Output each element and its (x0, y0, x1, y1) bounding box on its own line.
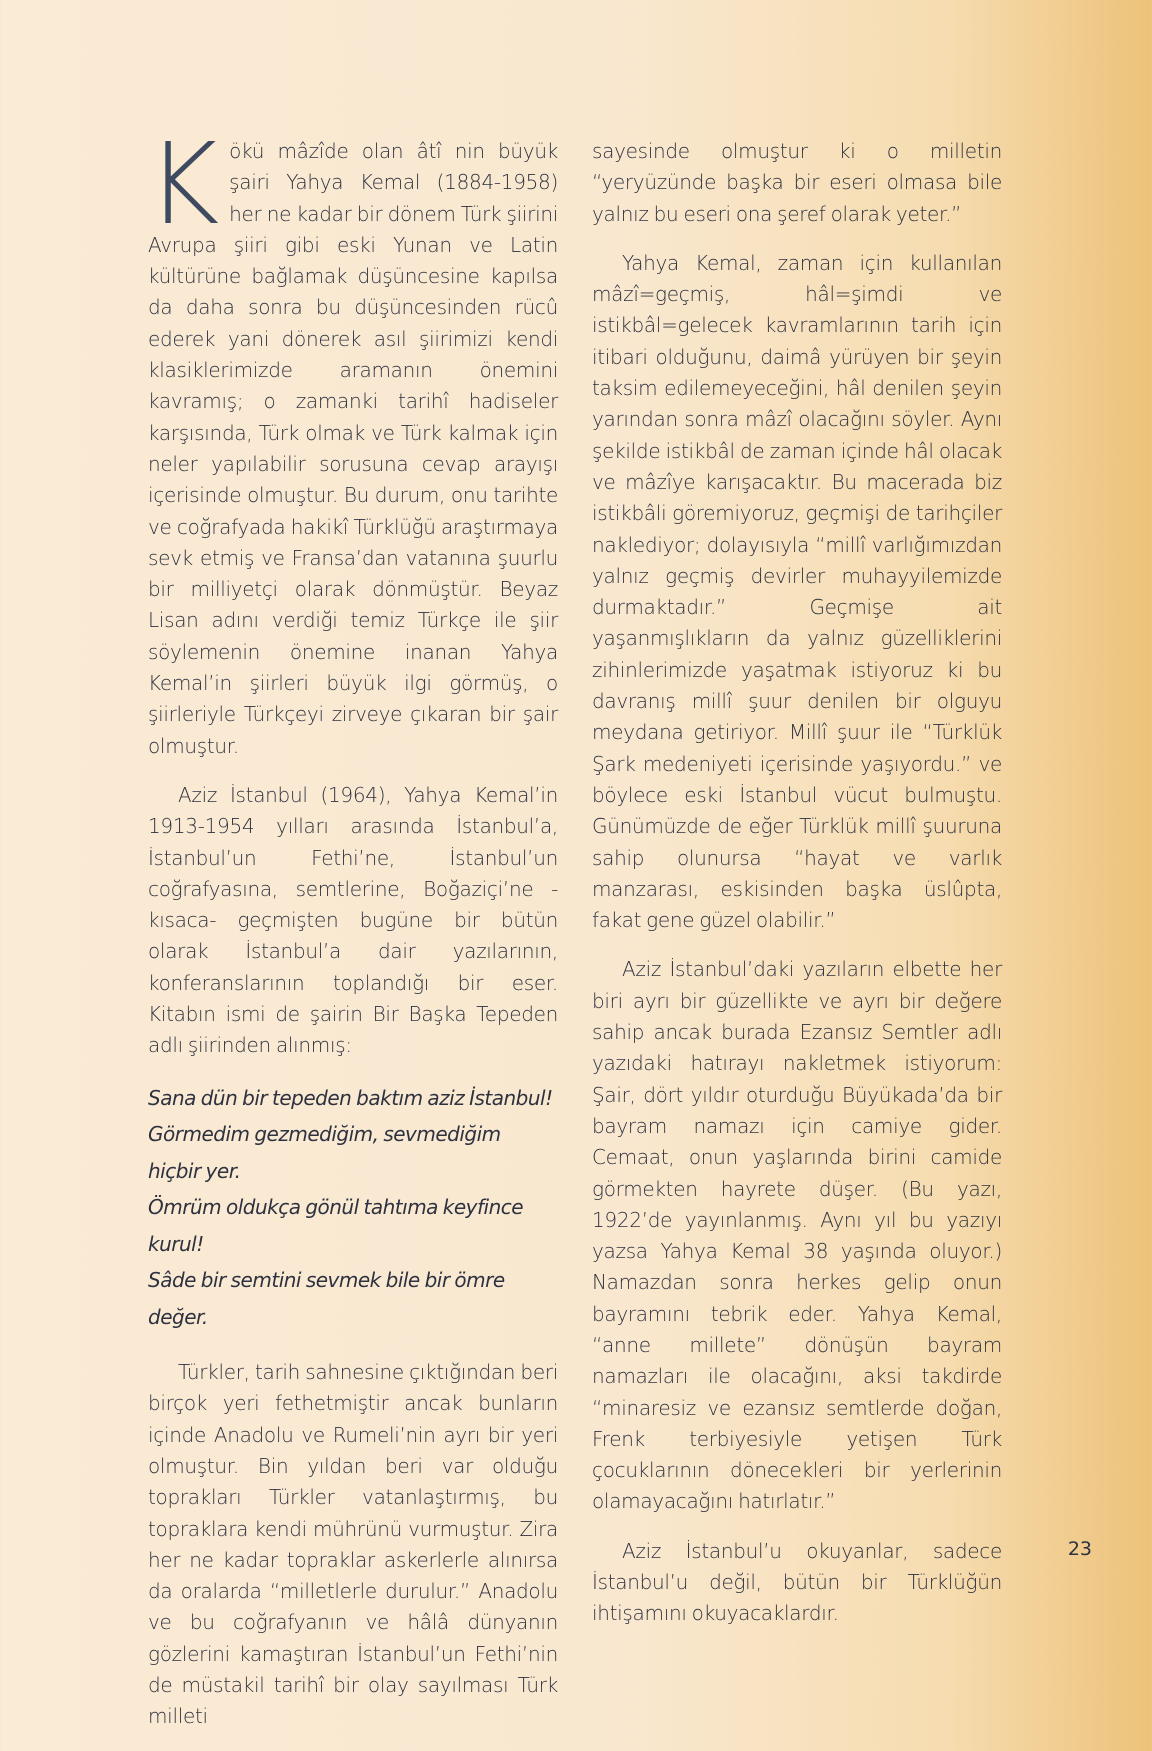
intro-paragraph-text: ökü mâzîde olan âtî nin büyük şairi Yahya Kemal (1884-1958) her ne kadar bir dönem Türk şiirini Avrupa şiiri gibi eski Yunan ve Latin kültürüne bağlamak düşüncesine kapılsa da daha sonra bu düşüncesinden rücû ederek yani dönerek asıl şiirimizi kendi klasiklerimizde aramanın önemini kavramış; o zamanki tarihî hadiseler karşısında, Türk olmak ve Türk kalmak için neler yapılabilir sorusuna cevap arayışı içerisinde olmuştur. Bu durum, onu tarihte ve coğrafyada hakikî Türklüğü araştırmaya sevk etmiş ve Fransa’dan vatanına şuurlu bir milliyetçi olarak dönmüştür. Beyaz Lisan adını verdiği temiz Türkçe ile şiir söylemenin önemine inanan Yahya Kemal’in şiirleri büyük ilgi görmüş, o şiirleriyle Türkçeyi zirveye çıkaran bir şair olmuştur. (148, 139, 558, 758)
drop-cap: K (146, 120, 220, 250)
time-concepts-paragraph: Yahya Kemal, zaman için kullanılan mâzî=geçmiş, hâl=şimdi ve istikbâl=gelecek kavramlarının tarih için itibari olduğunu, daimâ yürüyen bir şeyin taksim edilemeyeceğini, hâl denilen şeyin yarından sonra mâzî olacağını söyler. Aynı şekilde istikbâl de zaman içinde hâl olacak ve mâzîye karışacaktır. Bu macerada biz istikbâli göremiyoruz, geçmişi de tarihçiler naklediyor; dolayısıyla “millî varlığımızdan yalnız geçmiş devirler muhayyilemizde durmaktadır.” Geçmişe ait yaşanmışlıkların da yalnız güzelliklerini zihinlerimizde yaşatmak istiyoruz ki bu davranış millî şuur denilen bir olguyu meydana getiriyor. Millî şuur ile “Türklük Şark medeniyeti içerisinde yaşıyordu.” ve böylece eski İstanbul vücut bulmuştu. Günümüzde de eğer Türklük millî şuuruna sahip olunursa “hayat ve varlık manzarası, eskisinden başka üslûpta, fakat gene güzel olabilir.” (592, 250, 1002, 933)
poem-line: Ömrüm oldukça gönül tahtıma keyfince kurul! (148, 1195, 524, 1256)
ezansiz-semtler-paragraph: Aziz İstanbul’daki yazıların elbette her biri ayrı bir güzellikte ve ayrı bir değere sahip ancak burada Ezansız Semtler adlı yazıdaki hatırayı nakletmek istiyorum: Şair, dört yıldır oturduğu Büyükada’da bir bayram namazı için camiye gider. Cemaat, onun yaşlarında birini camide görmekten hayrete düşer. (Bu yazı, 1922’de yayınlanmış. Aynı yıl bu yazıyı yazsa Yahya Kemal 38 yaşında oluyor.) Namazdan sonra herkes gelip onun bayramını tebrik eder. Yahya Kemal, “anne millete” dönüşün bayram namazları ile olacağını, aksi takdirde “minaresiz ve ezansız semtlerde doğan, Frenk terbiyesiyle yetişen Türk çocuklarının dönecekleri bir yerlerinin olamayacağını hatırlatır.” (592, 957, 1002, 1514)
aziz-istanbul-paragraph: Aziz İstanbul (1964), Yahya Kemal’in 1913-1954 yılları arasında İstanbul’a, İstanbul’un Fethi’ne, İstanbul’un coğrafyasına, semtlerine, Boğaziçi’ne -kısaca- geçmişten bugüne bir bütün olarak İstanbul’a dair yazılarının, konferanslarının toplandığı bir eser. Kitabın ismi de şairin Bir Başka Tepeden adlı şiirinden alınmış: (148, 782, 558, 1058)
right-column (592, 136, 1002, 1648)
continuation-paragraph: sayesinde olmuştur ki o milletin “yeryüzünde başka bir eseri olmasa bile yalnız bu eseri ona şeref olarak yeter.” (592, 139, 1002, 226)
poem-line: Sana dün bir tepeden baktım aziz İstanbul! (148, 1085, 553, 1110)
poem-block (148, 1080, 558, 1336)
closing-paragraph: Aziz İstanbul’u okuyanlar, sadece İstanbul’u değil, bütün bir Türklüğün ihtişamını okuyacaklardır. (592, 1538, 1002, 1626)
page-number: 23 (1067, 1538, 1092, 1560)
turkler-paragraph: Türkler, tarih sahnesine çıktığından beri birçok yeri fethetmiştir ancak bunların içinde Anadolu ve Rumeli’nin ayrı bir yeri olmuştur. Bin yıldan beri var olduğu toprakları Türkler vatanlaştırmış, bu topraklara kendi mührünü vurmuştur. Zira her ne kadar topraklar askerlerle alınırsa da oralarda “milletlerle durulur.” Anadolu ve bu coğrafyanın ve hâlâ dünyanın gözlerini kamaştıran İstanbul’un Fethi’nin de müstakil tarihî bir olay sayılması Türk milleti (148, 1360, 558, 1729)
left-column (146, 120, 558, 1751)
poem-line: Sâde bir semtini sevmek bile bir ömre değer. (148, 1268, 505, 1329)
intro-paragraph (146, 120, 558, 762)
poem-line: Görmedim gezmediğim, sevmediğim hiçbir yer. (148, 1122, 501, 1183)
